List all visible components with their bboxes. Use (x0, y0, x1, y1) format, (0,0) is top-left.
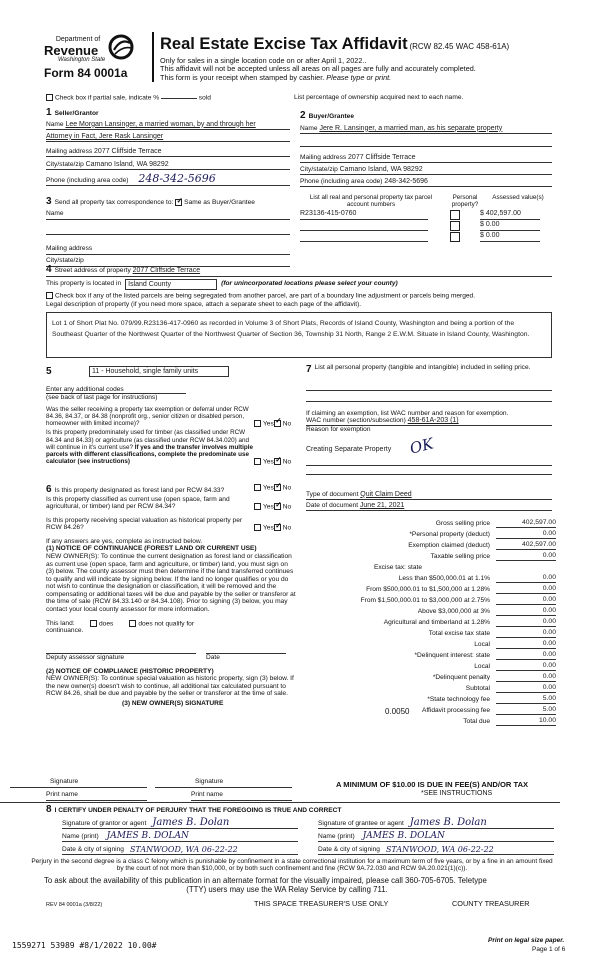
tax-line-value[interactable]: 5.00 (496, 695, 556, 704)
local-rate: 0.0050 (385, 707, 410, 716)
historic-question: Is this property receiving special valuation as historical property per RCW 84.26? (46, 516, 243, 532)
yes-label: Yes (263, 524, 274, 532)
minimum-due-note: A MINIMUM OF $10.00 IS DUE IN FEE(S) AND/OR TAX (336, 780, 529, 789)
buyer-mail-label: Mailing address (300, 153, 347, 161)
q6b-no-checkbox[interactable] (274, 503, 281, 510)
buyer-name-field[interactable]: Jere R. Lansinger, a married man, as his separate property (319, 124, 503, 132)
tax-line-value[interactable]: 0.00 (496, 640, 556, 649)
street-field[interactable]: 2077 Cliffside Terrace (132, 267, 201, 274)
form-rcw: (RCW 82.45 WAC 458-61A) (409, 42, 510, 51)
tax-line (306, 517, 556, 528)
section-3-correspondence (46, 196, 290, 267)
yes-label: Yes (263, 419, 274, 427)
yes-label: Yes (263, 457, 274, 465)
tax-line (306, 660, 556, 671)
segregated-label: Check box if any of the listed parcels are being segregated from another parcel, are part of a boundary line adjustment or parcels being merged. (55, 291, 476, 299)
section-2-number: 2 (300, 110, 306, 121)
grantor-signature-field[interactable]: James B. Dolan (152, 816, 230, 828)
buyer-phone-label: Phone (including area code) (300, 177, 383, 185)
use-code-select[interactable]: 11 - Household, single family units (89, 366, 229, 377)
grantor-print-field[interactable]: JAMES B. DOLAN (106, 830, 189, 841)
form-title: Real Estate Excise Tax Affidavit (160, 35, 408, 53)
tax-line (306, 539, 556, 550)
partial-sale-label: Check box if partial sale, indicate % (55, 94, 160, 102)
dor-logo-block (44, 36, 136, 81)
tax-line-value[interactable]: 0.00 (496, 662, 556, 671)
tax-line-value[interactable]: 0.00 (496, 673, 556, 682)
section-8-divider (0, 802, 560, 803)
tax-line-value[interactable]: 0.00 (496, 684, 556, 693)
corr-mail-label: Mailing address (46, 244, 93, 252)
grantor-date-field[interactable]: STANWOOD, WA 06-22-22 (129, 844, 238, 854)
section-1-number: 1 (46, 107, 52, 118)
sold-label: sold (198, 94, 211, 102)
deputy-date-label: Date (206, 654, 220, 661)
seller-mail-label: Mailing address (46, 147, 93, 155)
tax-line-label: Local (474, 663, 490, 671)
parcel-row (300, 221, 552, 231)
parcel-account-field[interactable]: R23136-415-0760 (300, 210, 428, 220)
timber-question: Is this property predominately used for timber (as classified under RCW 84.34 and 84.33) or agriculture (as classified under RCW 84.34.020) and will continue in it's current use? (46, 429, 250, 451)
tax-line-label: Exemption claimed (deduct) (408, 542, 490, 550)
seller-city-label: City/state/zip (46, 160, 84, 168)
tax-line-label: *Delinquent interest: state (414, 652, 490, 660)
tax-line-label: Subtotal (465, 685, 490, 693)
q6c-no-checkbox[interactable] (274, 524, 281, 531)
no-label: No (282, 503, 292, 511)
grantee-print-label: Name (print) (318, 833, 355, 841)
tax-line-value[interactable]: 0.00 (496, 552, 556, 561)
tax-line-label: *Delinquent penalty (432, 674, 490, 682)
tax-line-label: Total due (463, 718, 490, 726)
section-7-title: List all personal property (tangible and intangible) included in selling price. (314, 364, 531, 371)
treasurer-use: THIS SPACE TREASURER'S USE ONLY (254, 899, 389, 908)
county-treasurer: COUNTY TREASURER (452, 899, 530, 908)
tax-line (306, 550, 556, 561)
new-owner-print-label-1: Print name (46, 791, 78, 798)
tax-line-label: From $1,500,000.01 to $3,000,000 at 2.75% (360, 597, 490, 605)
legal-desc-label: Legal description of property (if you need more space, attach a separate sheet to each page of the affidavit). (46, 301, 362, 309)
notice-compliance-body: NEW OWNER(S): To continue special valuation as historic property, sign (3) below. If the new owner(s) doesn't wish to continue, all additional tax calculated pursuant to RCW 84.26, shall be due and payable by the seller or transferor at the time of sale. (46, 675, 294, 698)
parcel-account-field[interactable] (300, 232, 428, 242)
tax-line-label: Local (474, 641, 490, 649)
tax-line-value[interactable]: 402,597.00 (496, 519, 556, 528)
seller-city-field[interactable]: Camano Island, WA 98292 (85, 160, 169, 168)
corr-name-label: Name (46, 209, 64, 217)
section-6-number: 6 (46, 484, 52, 495)
section-7-personal-property (306, 364, 552, 511)
corr-city-label: City/state/zip (46, 256, 84, 264)
tax-line-value[interactable]: 402,597.00 (496, 541, 556, 550)
tax-line-label: Gross selling price (435, 520, 490, 528)
grantor-date-label: Date & city of signing (62, 846, 124, 854)
tax-line-label: From $500,000.01 to $1,500,000 at 1.28% (366, 586, 490, 594)
tax-line (306, 638, 556, 649)
notice-continuance-body: NEW OWNER(S): To continue the current designation as forest land or classification as current use (open space, farm and agriculture, or timber) land, you must sign on (3) below. The county assessor must then determine if the land transferred continues to qualify and will indicate by signing below. If the land no longer qualifies or you do not wish to continue the designation or classification, it will be removed and the compensating or additional taxes will be due and payable by the seller or transferor at the time of sale (RCW 84.33.140 or 84.34.108). Prior to signing (3) below, you may contact your local county assessor for more information. (46, 552, 296, 614)
parcel-value-field[interactable]: $ 402,597.00 (480, 210, 540, 220)
notice-compliance-title: (2) NOTICE OF COMPLIANCE (HISTORIC PROPERTY) (46, 667, 214, 675)
tax-line (306, 528, 556, 539)
location-label: This property is located in (46, 280, 122, 288)
no-label: No (282, 524, 292, 532)
tax-line-value[interactable]: 0.00 (496, 574, 556, 583)
tax-line-label: Less than $500,000.01 at 1.1% (398, 575, 490, 583)
parcel-value-field[interactable]: $ 0.00 (480, 232, 540, 242)
deputy-signature-label: Deputy assessor signature (46, 654, 125, 661)
tax-line-value[interactable]: 0.00 (496, 530, 556, 539)
this-land-label: This land: (46, 619, 75, 627)
header-line3: This form is your receipt when stamped by cashier. (160, 72, 327, 82)
header-line2: This affidavit will not be accepted unless all areas on all pages are fully and accurately completed. (160, 64, 476, 74)
buyer-mail-field[interactable]: 2077 Cliffside Terrace (348, 153, 416, 161)
seller-phone-label: Phone (including area code) (46, 176, 129, 184)
buyer-phone-field[interactable]: 248-342-5696 (384, 177, 428, 185)
grantee-signature-label: Signature of grantee or agent (318, 820, 404, 828)
parcel-col-account: List all real and personal property tax parcel account numbers (309, 194, 433, 209)
parcel-account-field[interactable] (300, 221, 428, 231)
tax-line-value[interactable]: 0.00 (496, 585, 556, 594)
header-line3-italic: Please type or print. (326, 72, 392, 82)
see-instructions-note: *SEE INSTRUCTIONS (421, 790, 493, 797)
grantee-signature-block (318, 817, 554, 855)
parcel-row (300, 232, 552, 242)
current-use-question: Is this property classified as current use (open space, farm and agricultural, or timber) land per RCW 84.34? (46, 495, 230, 511)
buyer-name-label: Name (300, 124, 318, 132)
section-8-title: I CERTIFY UNDER PENALTY OF PERJURY THAT THE FOREGOING IS TRUE AND CORRECT (54, 807, 342, 814)
yes-label: Yes (263, 503, 274, 511)
tax-line (306, 704, 556, 715)
location-note: (for unincorporated locations please select your county) (221, 280, 398, 288)
tax-line-value[interactable]: 5.00 (496, 706, 556, 715)
wac-note: If claiming an exemption, list WAC number and reason for exemption. (306, 409, 509, 417)
new-owner-print-label-2: Print name (191, 791, 223, 798)
q1-no-checkbox[interactable] (274, 420, 281, 427)
doc-type-label: Type of document (306, 490, 359, 498)
tax-line-value[interactable]: 10.00 (496, 717, 556, 726)
street-label: Street address of property (54, 267, 131, 274)
doc-type-field[interactable]: Quit Claim Deed (360, 490, 412, 498)
seller-name-line1[interactable]: Lee Morgan Lansinger, a married woman, by and through her (65, 120, 256, 128)
new-owner-signature-label-1: Signature (50, 778, 79, 785)
no-label: No (282, 419, 292, 427)
same-as-buyer-label: Same as Buyer/Grantee (184, 199, 255, 206)
section-3-title: Send all property tax correspondence to: (54, 199, 174, 206)
seller-mail-field[interactable]: 2077 Cliffside Terrace (94, 147, 162, 155)
wac-label: WAC number (section/subsection) (306, 417, 406, 425)
parcel-col-personal: Personal property? (451, 194, 479, 209)
reason-field[interactable]: Creating Separate Property (306, 445, 392, 453)
grantor-signature-block (62, 817, 298, 855)
recording-stamp: 1559271 53989 #8/1/2022 10.00# (12, 941, 157, 950)
q6b-yes-checkbox[interactable] (254, 503, 261, 510)
parcel-row (300, 210, 552, 220)
tax-line (306, 715, 556, 726)
buyer-city-field[interactable]: Camano Island, WA 98292 (339, 165, 423, 173)
tax-line (306, 561, 556, 572)
tax-line-value[interactable]: 0.00 (496, 651, 556, 660)
tax-line (306, 649, 556, 660)
revision-code: REV 84 0001a (3/8/22) (46, 902, 103, 908)
seller-name-label: Name (46, 120, 64, 128)
partial-sale-checkbox[interactable] (46, 94, 53, 101)
tax-line (306, 605, 556, 616)
section-2-buyer (300, 110, 552, 187)
tax-line (306, 682, 556, 693)
seller-phone-field[interactable]: 248-342-5696 (138, 171, 216, 185)
does-checkbox[interactable] (90, 620, 97, 627)
header-line1: Only for sales in a single location code on or after April 1, 2022.. (160, 55, 367, 65)
section-7-number: 7 (306, 364, 312, 375)
tax-line-value[interactable]: 0.00 (496, 618, 556, 627)
q2-no-checkbox[interactable] (274, 458, 281, 465)
no-label: No (282, 457, 292, 465)
q1-yes-checkbox[interactable] (254, 420, 261, 427)
exemption-question: Was the seller receiving a property tax exemption or deferral under RCW 84.36, 84.37, or 84.38 (nonprofit org., senior citizen or disabled person, homeowner with limited income)? (46, 405, 249, 428)
revenue-logo-icon (108, 34, 134, 60)
grantor-signature-label: Signature of grantor or agent (62, 820, 147, 828)
tax-line-value[interactable]: 0.00 (496, 607, 556, 616)
new-owner-signature-title: (3) NEW OWNER(S) SIGNATURE (122, 699, 224, 707)
form-number: Form 84 0001a (44, 65, 128, 80)
tax-line-label: Excise tax: state (373, 564, 422, 572)
grantor-print-label: Name (print) (62, 833, 99, 841)
initials-annotation: OK (408, 434, 436, 458)
grantee-print-field[interactable]: JAMES B. DOLAN (362, 830, 445, 841)
section-5-use (46, 366, 302, 466)
no-label: No (282, 484, 292, 492)
tax-line (306, 616, 556, 627)
parcel-table (300, 194, 552, 242)
additional-codes-note: (see back of last page for instructions) (46, 394, 158, 402)
new-owner-signatures (10, 778, 292, 801)
grantee-date-label: Date & city of signing (318, 846, 380, 854)
personal-property-checkbox[interactable] (450, 232, 460, 242)
tax-line-label: *Personal property (deduct) (409, 531, 490, 539)
tax-calculation (306, 517, 556, 726)
section-2-title: Buyer/Grantee (308, 113, 355, 120)
page-number: Page 1 of 6 (532, 946, 566, 953)
additional-codes-label: Enter any additional codes (46, 385, 124, 393)
section-6-note: If any answers are yes, complete as instructed below. (46, 537, 203, 545)
tax-line-label: Agricultural and timberland at 1.28% (383, 619, 490, 627)
legal-description-field[interactable]: Lot 1 of Short Plat No. 079/99.R23136-417-0960 as recorded in Volume 3 of Short Plats, Records of Island County, Washington and being a portion of the Southeast Quarter of the Northwest Quarter of the Northwest Quarter of Section 36, Township 31 North, Range 2 E.W.M. Situate in Island County, Washington. (46, 312, 552, 358)
section-4-property (46, 264, 552, 358)
tax-line (306, 583, 556, 594)
segregated-checkbox[interactable] (46, 292, 53, 299)
yes-label: Yes (263, 484, 274, 492)
section-6-land (46, 484, 302, 707)
seller-name-line2[interactable]: Attorney in Fact, Jere Rask Lansinger (46, 132, 164, 140)
county-select[interactable]: Island County (125, 279, 217, 290)
q2-yes-checkbox[interactable] (254, 458, 261, 465)
tax-line-value[interactable]: 0.00 (496, 629, 556, 638)
tax-line-label: Total excise tax state (428, 630, 490, 638)
continuance-label: continuance. (46, 627, 84, 635)
grantee-date-field[interactable]: STANWOOD, WA 06-22-22 (385, 844, 494, 854)
personal-property-checkbox[interactable] (450, 221, 460, 231)
personal-property-checkbox[interactable] (450, 210, 460, 220)
dept-line3: Washington State (58, 57, 106, 64)
legal-paper-note: Print on legal size paper. (488, 937, 565, 944)
section-8-certification (46, 804, 556, 816)
dept-line1: Department of (55, 36, 101, 43)
q6c-yes-checkbox[interactable] (254, 524, 261, 531)
reason-label: Reason for exemption (306, 426, 371, 434)
parcel-value-field[interactable]: $ 0.00 (480, 221, 540, 231)
dept-line2: Revenue (44, 43, 99, 59)
tax-line (306, 627, 556, 638)
same-as-buyer-checkbox[interactable] (175, 199, 182, 206)
tax-line (306, 671, 556, 682)
header-divider (152, 32, 154, 82)
section-1-seller (46, 107, 290, 186)
new-owner-signature-label-2: Signature (195, 778, 224, 785)
section-8-number: 8 (46, 804, 52, 815)
does-not-label: does not qualify for (138, 619, 195, 627)
section-4-number: 4 (46, 264, 52, 275)
notice-continuance-title: (1) NOTICE OF CONTINUANCE (FOREST LAND OR CURRENT USE) (46, 545, 257, 553)
tax-line-label: Affidavit processing fee (421, 707, 490, 715)
parcel-col-value: Assessed value(s) (492, 194, 544, 201)
does-not-checkbox[interactable] (129, 620, 136, 627)
section-1-title: Seller/Grantor (54, 110, 99, 117)
grantee-signature-field[interactable]: James B. Dolan (409, 816, 487, 828)
timber-question-bold: If yes and the transfer involves multiple parcels with different classifications, complete the predominate use calculator (see instructions) (46, 443, 253, 466)
tax-line-label: Above $3,000,000 at 3% (417, 608, 490, 616)
header-title-block (160, 35, 580, 82)
alt-format-line2: (TTY) users may use the WA Relay Service by calling 711. (186, 884, 388, 894)
perjury-notice: Perjury in the second degree is a class C felony which is punishable by confinement in a state correctional institution for a maximum term of five years, or by a fine in an amount fixed by the court of not more than $10,000, or by both such confinement and fine (RCW 9A.72.030 and RCW 9A.20.021(1)(c)). (31, 858, 553, 873)
section-5-number: 5 (46, 366, 52, 377)
buyer-city-label: City/state/zip (300, 165, 338, 173)
section-3-number: 3 (46, 196, 52, 207)
tax-line (306, 594, 556, 605)
tax-line-value[interactable]: 0.00 (496, 596, 556, 605)
tax-line (306, 572, 556, 583)
q6a-no-checkbox[interactable] (274, 484, 281, 491)
doc-date-field[interactable]: June 21, 2021 (359, 501, 405, 509)
partial-sale-row (46, 94, 211, 102)
tax-line-label: Taxable selling price (430, 553, 490, 561)
list-percentage-note: List percentage of ownership acquired next to each name. (294, 94, 464, 101)
tax-line-label: *State technology fee (427, 696, 490, 704)
forest-question: Is this property designated as forest land per RCW 84.33? (54, 487, 225, 494)
alt-format-line1: To ask about the availability of this publication in an alternate format for the visually impaired, please call 360-705-6705. Teletype (44, 876, 487, 885)
does-label: does (99, 619, 114, 627)
doc-date-label: Date of document (306, 501, 359, 509)
wac-field[interactable]: 458-61A-203 (1) (407, 417, 459, 425)
alt-format-notice (44, 877, 560, 895)
q6a-yes-checkbox[interactable] (254, 484, 261, 491)
tax-line (306, 693, 556, 704)
